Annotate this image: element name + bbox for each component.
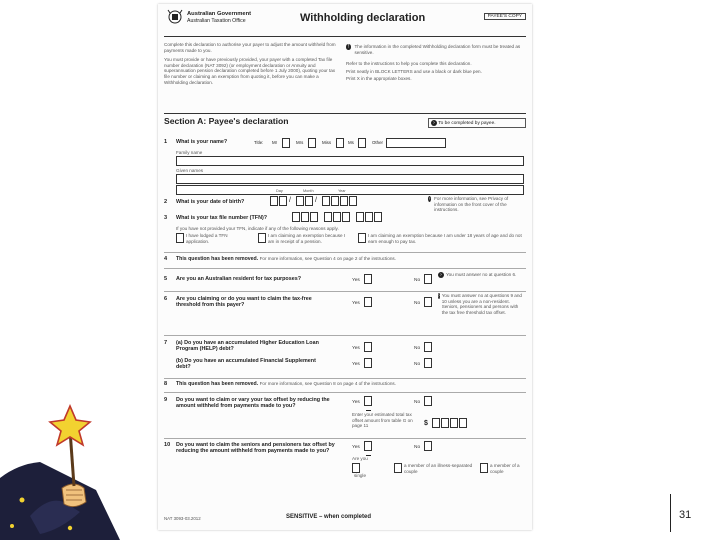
dob-month-1[interactable] <box>296 196 304 206</box>
tfn-digit-1[interactable] <box>292 212 300 222</box>
q10-divider <box>164 438 526 439</box>
gov-line1: Australian Government <box>187 11 252 17</box>
q9-amount-2[interactable] <box>441 418 449 428</box>
q9-amount-1[interactable] <box>432 418 440 428</box>
q9-branch-icon <box>366 407 371 411</box>
ato-crest-icon <box>166 9 184 27</box>
q7-number: 7 <box>164 340 168 346</box>
form-title: Withholding declaration <box>300 12 426 24</box>
q7b-yes-checkbox[interactable] <box>364 358 372 368</box>
q10-opt2: a member of an illness-separated couple <box>404 463 473 474</box>
dob-day-2[interactable] <box>279 196 287 206</box>
q5-divider <box>164 268 526 269</box>
q9-amount-3[interactable] <box>450 418 458 428</box>
dob-year-4[interactable] <box>349 196 357 206</box>
q9-dollar: $ <box>424 420 428 427</box>
q9-enter-label: Enter your estimated total tax offset amount from table G on page 11 <box>352 412 413 429</box>
section-note: › To be completed by payee. <box>428 118 526 128</box>
q7-divider <box>164 335 526 336</box>
q3-opt2: I am claiming an exemption because I am in receipt of a pension. <box>268 233 346 244</box>
q7b-yes-label: Yes <box>352 362 360 367</box>
q4-number: 4 <box>164 256 168 262</box>
intro-left-p1: Complete this declaration to authorise your payer to adjust the amount withheld from payments made to you. <box>164 42 336 53</box>
q1-title-other: Other <box>372 140 383 145</box>
intro-left <box>164 42 336 85</box>
q6-yes-label: Yes <box>352 301 360 306</box>
intro-right <box>346 44 524 82</box>
q2-question: What is your date of birth? <box>176 199 245 205</box>
section-divider <box>164 113 526 114</box>
payee-copy-tag: PAYEE'S COPY <box>484 13 526 20</box>
q8-text: This question has been removed. For more information, see Question 8 on page 4 of the instructions. <box>176 381 396 387</box>
q9-amount-4[interactable] <box>459 418 467 428</box>
q5-yes-checkbox[interactable] <box>364 274 372 284</box>
q10-yes-checkbox[interactable] <box>364 441 372 451</box>
q3-number: 3 <box>164 215 168 221</box>
q3-opt3: I am claiming an exemption because I am under 18 years of age and do not earn enough to pay tax. <box>368 233 522 244</box>
wizard-clipart <box>0 404 150 540</box>
dob-sep-1: / <box>289 197 291 204</box>
arrow-right-icon: › <box>431 120 437 126</box>
q5-yes-label: Yes <box>352 278 360 283</box>
q9-no-label: No <box>414 400 421 405</box>
sensitive-label: SENSITIVE – when completed <box>286 514 372 520</box>
q9-yes-label: Yes <box>352 400 360 405</box>
q2-month-label: Month <box>303 189 314 193</box>
header-divider <box>164 36 526 37</box>
q1-mr-checkbox[interactable] <box>282 138 290 148</box>
q6-yes-checkbox[interactable] <box>364 297 372 307</box>
tfn-digit-9[interactable] <box>374 212 382 222</box>
q6-no-label: No <box>414 301 421 306</box>
q5-no-checkbox[interactable] <box>424 274 432 284</box>
q9-no-checkbox[interactable] <box>424 396 432 406</box>
q7b-no-label: No <box>414 362 421 367</box>
q7a-yes-label: Yes <box>352 346 360 351</box>
section-title: Section A: Payee's declaration <box>164 116 289 126</box>
dob-year-1[interactable] <box>322 196 330 206</box>
dob-month-2[interactable] <box>305 196 313 206</box>
q9-yes-checkbox[interactable] <box>364 396 372 406</box>
q2-year-label: Year <box>338 189 346 193</box>
q6-number: 6 <box>164 296 168 302</box>
tfn-digit-3[interactable] <box>310 212 318 222</box>
q6-divider <box>164 291 526 292</box>
q7a-yes-checkbox[interactable] <box>364 342 372 352</box>
tfn-digit-2[interactable] <box>301 212 309 222</box>
q7a-question: (a) Do you have an accumulated Higher Education Loan Program (HELP) debt? <box>176 340 319 353</box>
gov-line2: Australian Taxation Office <box>187 18 246 24</box>
q7a-no-checkbox[interactable] <box>424 342 432 352</box>
q10-illness-checkbox[interactable] <box>394 463 402 473</box>
q10-are-you: Are you <box>352 456 368 461</box>
dob-year-2[interactable] <box>331 196 339 206</box>
info-icon: ! <box>346 44 351 50</box>
q3-if-not: If you have not provided your TFN, indicate if any of the following reasons apply. <box>176 226 339 231</box>
q5-question: Are you an Australian resident for tax purposes? <box>176 276 302 282</box>
tfn-digit-7[interactable] <box>356 212 364 222</box>
q3-info: › For more information, see Privacy of information on the front cover of the instructions. <box>428 196 509 213</box>
q3-opt2-checkbox[interactable] <box>258 233 266 243</box>
q10-opt3: a member of a couple <box>490 463 520 474</box>
tfn-digit-5[interactable] <box>333 212 341 222</box>
q10-opt1: single <box>354 473 367 478</box>
arrow-right-icon: › <box>428 196 431 202</box>
q1-title-mr: Mr <box>272 140 278 145</box>
arrow-right-icon: › <box>438 293 440 299</box>
intro-bullet3: Print X in the appropriate boxes. <box>346 76 412 82</box>
q9-question: Do you want to claim or vary your tax offset by reducing the amount withheld from payments made to you? <box>176 397 330 410</box>
q2-day-label: Day <box>276 189 283 193</box>
q1-title-options <box>254 138 514 148</box>
page-number: 31 <box>679 509 692 521</box>
withholding-declaration-form <box>158 4 532 530</box>
dob-sep-2: / <box>315 197 317 204</box>
q1-mrs-checkbox[interactable] <box>308 138 316 148</box>
q1-miss-checkbox[interactable] <box>336 138 344 148</box>
q8-divider <box>164 378 526 379</box>
q7b-no-checkbox[interactable] <box>424 358 432 368</box>
q3-question: What is your tax file number (TFN)? <box>176 215 268 221</box>
q5-no-label: No <box>414 278 421 283</box>
intro-right-p1: The information in the completed Withholding declaration form must be treated as sensitive. <box>354 44 521 55</box>
dob-day-1[interactable] <box>270 196 278 206</box>
q10-yes-label: Yes <box>352 445 360 450</box>
q4-divider <box>164 252 526 253</box>
intro-bullet1: Refer to the instructions to help you complete this declaration. <box>346 61 472 67</box>
q1-number: 1 <box>164 139 168 145</box>
q1-family-label: Family name <box>176 150 203 155</box>
q6-note: › You must answer no at questions 9 and 10 unless you are a non-resident. Seniors, pensioners and persons with the tax free threshold tax offset. <box>438 293 522 315</box>
page-number-divider <box>670 494 671 532</box>
tfn-digit-8[interactable] <box>365 212 373 222</box>
q1-title-mrs: Mrs <box>296 140 304 145</box>
given-names-field-2[interactable] <box>176 185 524 195</box>
q1-ms-checkbox[interactable] <box>358 138 366 148</box>
q7a-no-label: No <box>414 346 421 351</box>
q3-opt3-checkbox[interactable] <box>358 233 366 243</box>
q10-single-checkbox[interactable] <box>352 463 360 473</box>
intro-bullet2: Print neatly in BLOCK LETTERS and use a black or dark blue pen. <box>346 68 482 74</box>
q10-no-checkbox[interactable] <box>424 441 432 451</box>
q5-number: 5 <box>164 276 168 282</box>
arrow-right-icon: › <box>438 272 444 278</box>
q7b-question: (b) Do you have an accumulated Financial Supplement debt? <box>176 358 316 371</box>
q6-question: Are you claiming or do you want to claim the tax-free threshold from this payer? <box>176 296 312 309</box>
q1-title-label: Title: <box>254 140 264 145</box>
form-code: NAT 3093-03.2012 <box>164 516 201 521</box>
family-name-field[interactable] <box>176 156 524 166</box>
q10-couple-checkbox[interactable] <box>480 463 488 473</box>
q2-number: 2 <box>164 199 168 205</box>
q9-number: 9 <box>164 397 168 403</box>
tfn-digit-4[interactable] <box>324 212 332 222</box>
q9-divider <box>164 392 526 393</box>
q4-text: This question has been removed. For more information, see Question 4 on page 2 of the instructions. <box>176 256 396 262</box>
q1-title-miss: Miss <box>322 140 332 145</box>
q3-opt1: I have lodged a TFN application. <box>186 233 228 244</box>
q1-question: What is your name? <box>176 139 228 145</box>
intro-left-p2: You must provide or have previously provided, your payer with a completed Tax file number declaration (NAT 3092) (or employment declaration or Annuity and superannuation pension declaration completed before 1 July 2000), quoting your tax file number or claiming an exemption from quoting it, before you can make a Withholding declaration. <box>164 57 336 85</box>
q3-opt1-checkbox[interactable] <box>176 233 184 243</box>
q10-no-label: No <box>414 445 421 450</box>
q6-no-checkbox[interactable] <box>424 297 432 307</box>
q8-number: 8 <box>164 381 168 387</box>
q1-given-label: Given names <box>176 168 204 173</box>
given-names-field[interactable] <box>176 174 524 184</box>
q1-title-ms: Ms <box>348 140 354 145</box>
q5-note: › You must answer no at question 6. <box>438 272 524 278</box>
q10-question: Do you want to claim the seniors and pensioners tax offset by reducing the amount withheld from payments made to you? <box>176 442 335 455</box>
tfn-digit-6[interactable] <box>342 212 350 222</box>
dob-year-3[interactable] <box>340 196 348 206</box>
q1-other-field[interactable] <box>386 138 446 148</box>
q10-number: 10 <box>164 442 171 448</box>
